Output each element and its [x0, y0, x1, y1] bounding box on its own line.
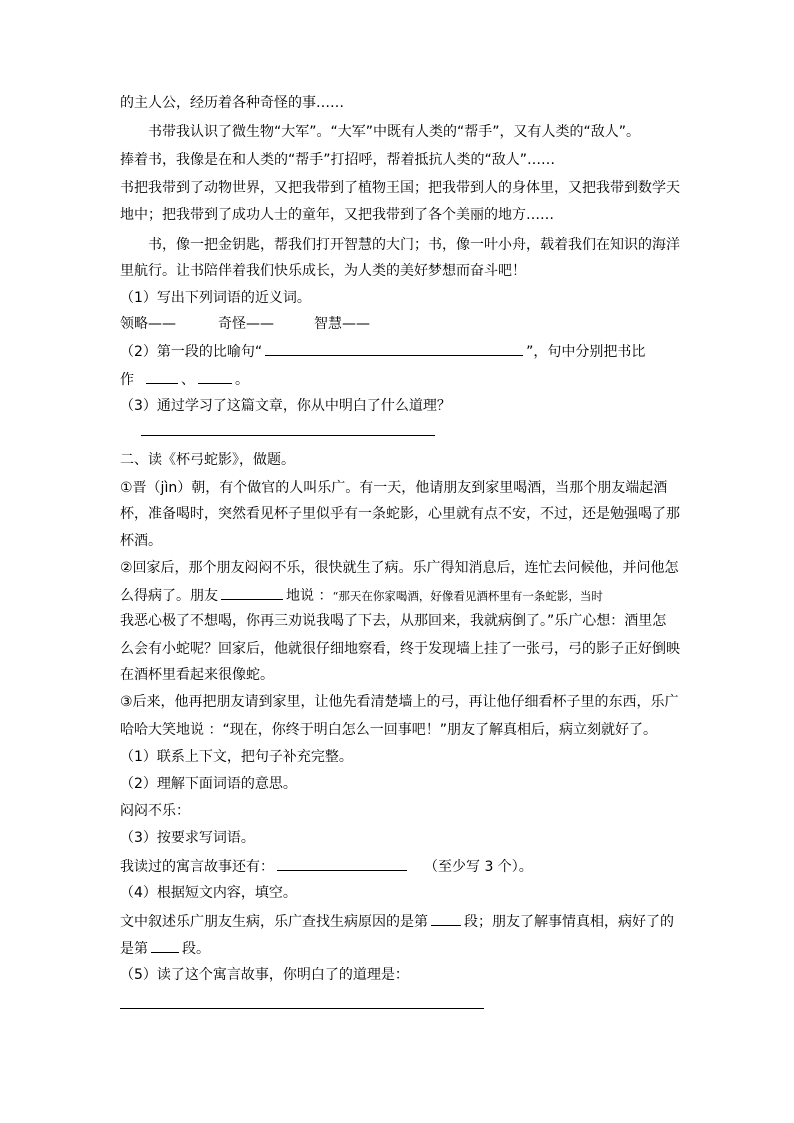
answer-blank[interactable]: [198, 370, 232, 384]
sub-question-2: （2）理解下面词语的意思。: [120, 776, 297, 792]
question-2-sep: 、: [181, 372, 195, 388]
answer-line[interactable]: [141, 435, 435, 436]
story-line: 杯，准备喝时，突然看见杯子里似乎有一条蛇影，心里就有点不安，不过，还是勉强喝了那: [120, 506, 680, 522]
fill-text: 段。: [182, 941, 210, 957]
synonym-word-3: 智慧——: [314, 316, 370, 332]
answer-line[interactable]: [120, 1008, 484, 1009]
passage-line: 的主人公，经历着各种奇怪的事……: [120, 95, 344, 111]
story-quote: “那天在你家喝酒，好像看见酒杯里有一条蛇影，当时: [332, 589, 603, 603]
story-line: 我恶心极了不想喝，你再三劝说我喝了下去，从那回来，我就病倒了。”乐广心想：酒里怎: [120, 613, 667, 629]
word-prompt: 闷闷不乐：: [120, 803, 190, 819]
fill-blank-line: [120, 939, 210, 958]
passage-line: 书，像一把金钥匙，帮我们打开智慧的大门；书，像一叶小舟，载着我们在知识的海洋: [148, 237, 680, 253]
question-2: [120, 342, 645, 361]
synonym-row: [120, 315, 370, 333]
fill-blank-line: [120, 912, 674, 931]
sub-question-3: （3）按要求写词语。: [120, 830, 255, 846]
synonym-word-2: 奇怪——: [218, 316, 274, 332]
fill-text: 文中叙述乐广朋友生病，乐广查找生病原因的是第: [120, 914, 428, 930]
question-2-text: （2）第一段的比喻句“: [120, 344, 263, 360]
sub-question-5: （5）读了这个寓言故事，你明白了的道理是：: [120, 967, 409, 983]
story-line: 哈哈大笑地说 ：“现在，你终于明白怎么一回事吧！”朋友了解真相后，病立刻就好了。: [120, 722, 657, 738]
passage-line: 书把我带到了动物世界，又把我带到了植物王国；把我带到人的身体里，又把我带到数学天: [120, 180, 680, 196]
passage-line: 捧着书，我像是在和人类的“帮手”打招呼，帮着抵抗人类的“敌人”……: [120, 152, 556, 168]
fill-text: 段；朋友了解事情真相，病好了的: [464, 914, 674, 930]
passage-line: 书带我认识了微生物“大军”。“大军”中既有人类的“帮手”，又有人类的“敌人”。: [148, 124, 641, 140]
answer-blank[interactable]: [265, 342, 523, 356]
answer-blank[interactable]: [151, 939, 179, 953]
story-line: [120, 586, 603, 605]
answer-blank[interactable]: [146, 370, 178, 384]
story-text: 么得病了。朋友: [120, 588, 218, 604]
question-3: （3）通过学习了这篇文章，你从中明白了什么道理？: [120, 398, 451, 414]
story-line: 在酒杯里看起来很像蛇。: [120, 667, 274, 683]
sub-question-1: （1）联系上下文，把句子补充完整。: [120, 749, 353, 765]
fable-hint: （至少写 3 个）。: [424, 859, 533, 875]
section-title: 二、读《杯弓蛇影》，做题。: [120, 452, 295, 468]
passage-line: 地中；把我带到了成功人士的童年，又把我带到了各个美丽的地方……: [120, 207, 554, 223]
story-line: 杯酒。: [120, 533, 162, 549]
story-line: ①晋（jìn）朝，有个做官的人叫乐广。有一天，他请朋友到家里喝酒，当那个朋友端起酒: [120, 480, 668, 496]
question-2-cont: [120, 370, 249, 389]
sub-question-4: （4）根据短文内容，填空。: [120, 885, 297, 901]
story-line: ②回家后，那个朋友闷闷不乐，很快就生了病。乐广得知消息后，连忙去问候他，并问他怎: [120, 560, 679, 576]
story-line: 么会有小蛇呢？回家后，他就很仔细地察看，终于发现墙上挂了一张弓，弓的影子正好倒映: [120, 641, 680, 657]
passage-line: 里航行。让书陪伴着我们快乐成长，为人类的美好梦想而奋斗吧！: [120, 263, 526, 279]
fill-text: 是第: [120, 941, 148, 957]
answer-blank[interactable]: [431, 912, 461, 926]
story-text: 地说 ：: [286, 588, 333, 604]
answer-blank[interactable]: [277, 857, 407, 871]
question-2-text: 作: [120, 372, 134, 388]
story-line: ③后来，他再把朋友请到家里，让他先看清楚墙上的弓，再让他仔细看杯子里的东西，乐广: [120, 694, 679, 710]
fable-text: 我读过的寓言故事还有：: [120, 859, 274, 875]
synonym-word-1: 领略——: [120, 316, 176, 332]
question-2-end: 。: [235, 372, 249, 388]
question-1: （1）写出下列词语的近义词。: [120, 290, 311, 306]
fable-prompt: [120, 857, 533, 876]
question-2-text-end: ”，句中分别把书比: [526, 344, 646, 360]
answer-blank[interactable]: [221, 586, 283, 600]
